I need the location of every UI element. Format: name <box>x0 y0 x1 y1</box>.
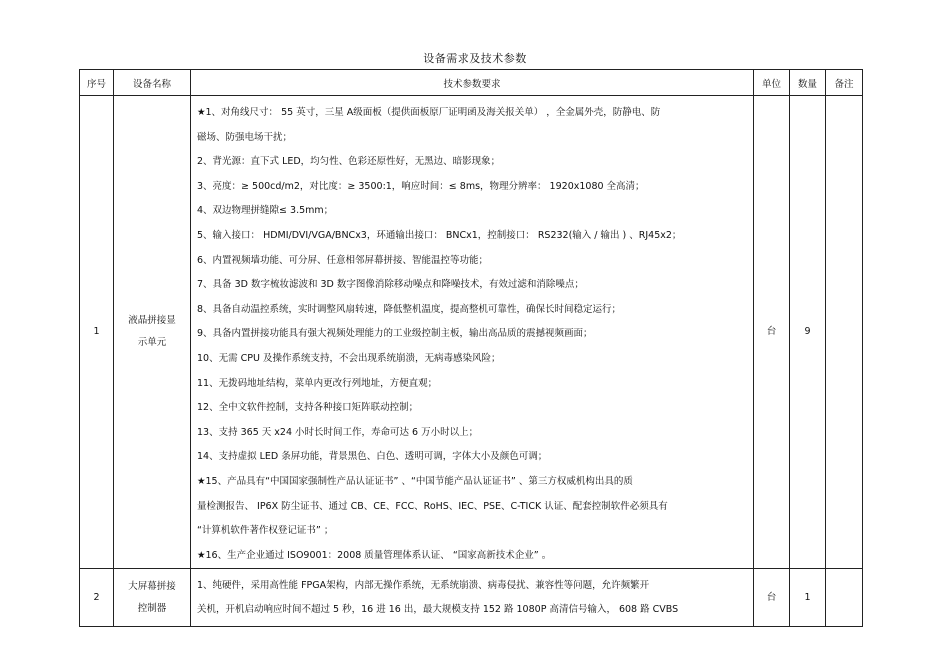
row-device-name <box>114 96 191 569</box>
row-device-name <box>114 569 191 627</box>
spec-line: 8、具备自动温控系统，实时调整风扇转速，降低整机温度，提高整机可靠性，确保长时间稳定运行； <box>197 303 622 315</box>
spec-line: 14、支持虚拟 LED 条屏功能，背景黑色、白色、透明可调，字体大小及颜色可调； <box>197 451 548 463</box>
row-quantity: 9 <box>790 96 826 569</box>
row-quantity: 1 <box>790 569 826 627</box>
device-name-line: 液晶拼接显 <box>128 315 176 327</box>
header-spec: 技术参数要求 <box>191 70 754 96</box>
row-seq: 2 <box>80 569 114 627</box>
header-unit: 单位 <box>754 70 790 96</box>
spec-line: 磁场、防强电场干扰； <box>197 131 293 143</box>
header-seq: 序号 <box>80 70 114 96</box>
spec-line: 7、具备 3D 数字梳妆滤波和 3D 数字图像消除移动噪点和降噪技术，有效过滤和消除噪点； <box>197 279 584 291</box>
table-row <box>80 96 863 569</box>
row-note <box>826 569 863 627</box>
table-row <box>80 569 863 627</box>
row-unit: 台 <box>754 569 790 627</box>
row-seq: 1 <box>80 96 114 569</box>
header-device-name: 设备名称 <box>114 70 191 96</box>
row-spec <box>191 96 754 569</box>
equipment-spec-table <box>79 69 863 627</box>
header-note: 备注 <box>826 70 863 96</box>
spec-line: 12、全中文软件控制，支持各种接口矩阵联动控制； <box>197 402 419 414</box>
spec-line: 关机，开机启动响应时间不超过 5 秒，16 进 16 出，最大规模支持 152 路 1080P 高清信号输入， 608 路 CVBS <box>197 604 679 616</box>
spec-line: “计算机软件著作权登记证书” ； <box>197 525 334 537</box>
spec-line: 11、无拨码地址结构，菜单内更改行列地址，方便直观； <box>197 377 438 389</box>
table-header-row <box>80 70 863 96</box>
spec-line: 9、具备内置拼接功能具有强大视频处理能力的工业级控制主板，输出高品质的震撼视频画面； <box>197 328 593 340</box>
spec-line: 量检测报告、 IP6X 防尘证书、通过 CB、CE、FCC、RoHS、IEC、PSE、C-TICK 认证、配套控制软件必须具有 <box>197 500 668 512</box>
row-unit: 台 <box>754 96 790 569</box>
spec-line: 3、亮度：≥ 500cd/m2，对比度：≥ 3500:1，响应时间：≤ 8ms，物理分辨率： 1920x1080 全高清； <box>197 180 645 192</box>
device-name-line: 控制器 <box>137 602 167 614</box>
spec-line: 1、纯硬件，采用高性能 FPGA架构，内部无操作系统，无系统崩溃、病毒侵扰、兼容性等问题，允许频繁开 <box>197 580 650 592</box>
spec-line: ★16、生产企业通过 ISO9001：2008 质量管理体系认证、 “国家高新技术企业” 。 <box>197 549 552 561</box>
device-name-line: 示单元 <box>137 337 167 349</box>
spec-line: 4、双边物理拼缝隙≤ 3.5mm； <box>197 205 334 217</box>
row-spec <box>191 569 754 627</box>
spec-line: 10、无需 CPU 及操作系统支持，不会出现系统崩溃，无病毒感染风险； <box>197 352 501 364</box>
row-note <box>826 96 863 569</box>
spec-line: ★15、产品具有“中国国家强制性产品认证证书” 、“中国节能产品认证证书” 、第三方权威机构出具的质 <box>197 475 633 487</box>
header-quantity: 数量 <box>790 70 826 96</box>
device-name-line: 大屏幕拼接 <box>128 580 176 592</box>
spec-line: 2、背光源：直下式 LED，均匀性、色彩还原性好，无黑边、暗影现象； <box>197 156 501 168</box>
spec-line: 6、内置视频墙功能、可分屏、任意相邻屏幕拼接、智能温控等功能； <box>197 254 489 266</box>
spec-line: ★1、对角线尺寸： 55 英寸，三星 A级面板（提供面板原厂证明函及海关报关单） ，全金属外壳，防静电、防 <box>197 107 661 118</box>
spec-line: 5、输入接口： HDMI/DVI/VGA/BNCx3，环通输出接口： BNCx1，控制接口： RS232(输入 / 输出 ) 、RJ45x2； <box>197 229 682 241</box>
document-title: 设备需求及技术参数 <box>423 52 527 65</box>
spec-line: 13、支持 365 天 x24 小时长时间工作，寿命可达 6 万小时以上； <box>197 426 479 438</box>
